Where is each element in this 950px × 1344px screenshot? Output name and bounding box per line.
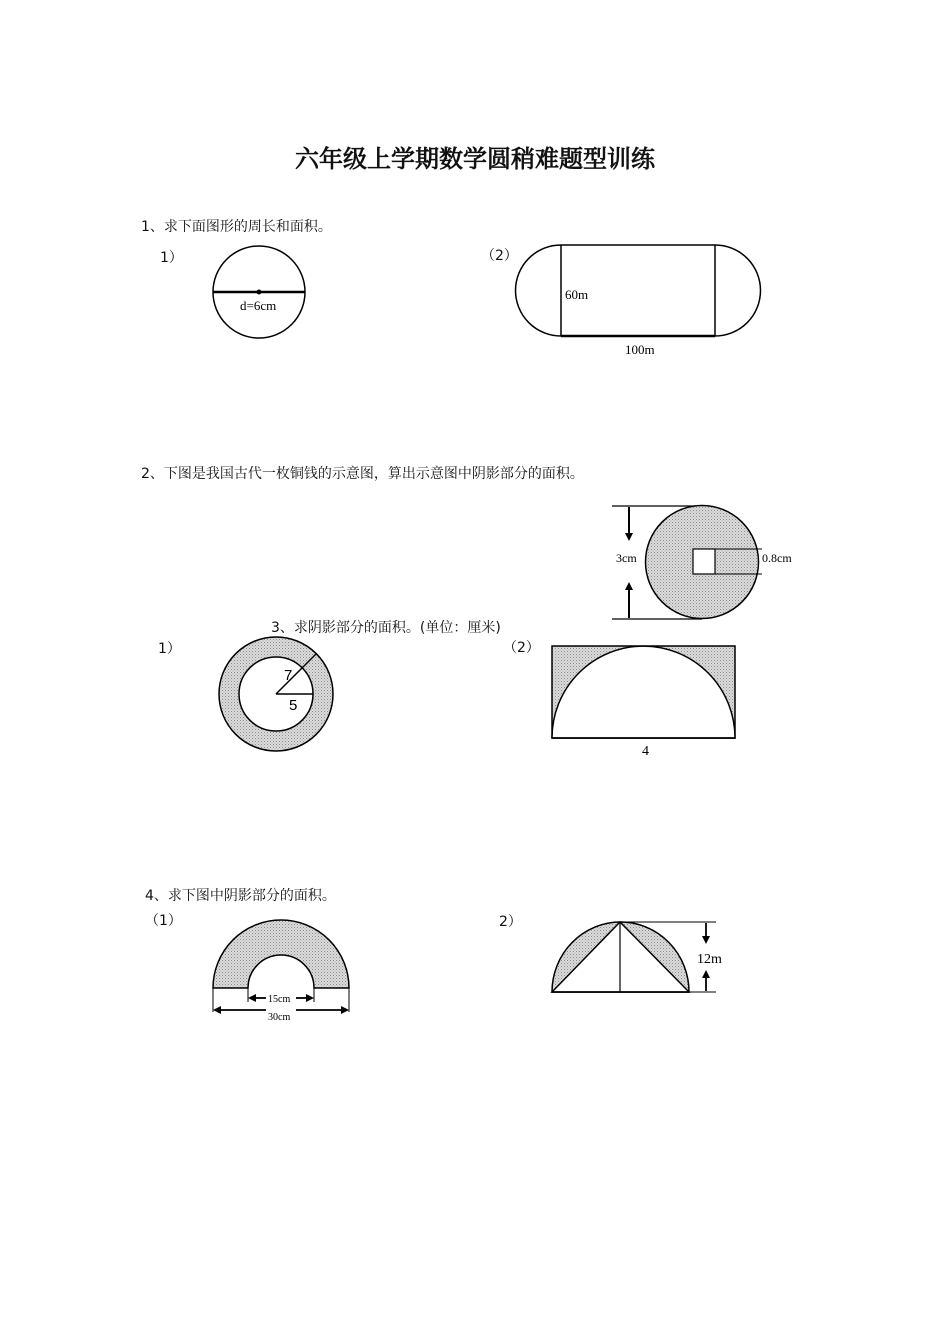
q3-inner-radius-label: 5: [289, 697, 298, 714]
q4-outer-label: 30cm: [268, 1012, 291, 1023]
q4-inner-label: 15cm: [268, 994, 291, 1005]
q4-semicircle-triangle-figure: [552, 922, 722, 992]
q3-part1-label: 1）: [158, 641, 181, 657]
q4-part2-label: 2）: [499, 914, 522, 930]
question-4-text: 4、求下图中阴影部分的面积。: [145, 888, 336, 904]
q1-track-figure: [516, 245, 761, 357]
q2-square-label: 0.8cm: [762, 551, 792, 565]
question-2-text: 2、下图是我国古代一枚铜钱的示意图，算出示意图中阴影部分的面积。: [141, 466, 584, 482]
q3-base-label: 4: [642, 744, 649, 759]
q4-half-ring-figure: [213, 920, 349, 1023]
q1-part1-label: 1）: [160, 250, 183, 266]
q2-coin-figure: [612, 506, 792, 620]
q3-outer-radius-label: 7: [284, 667, 293, 684]
q1-track-height-label: 60m: [565, 287, 589, 302]
q1-track-length-label: 100m: [625, 342, 655, 357]
question-3-text: 3、求阴影部分的面积。(单位：厘米): [271, 620, 501, 636]
q1-circle-label: d=6cm: [240, 298, 277, 313]
q3-semicircle-figure: [552, 646, 735, 759]
q1-circle-figure: [213, 246, 305, 338]
q3-part2-label: （2）: [503, 640, 540, 656]
q1-part2-label: （2）: [481, 248, 518, 264]
q4-height-label: 12m: [697, 952, 722, 967]
page-title: 六年级上学期数学圆稍难题型训练: [295, 145, 655, 173]
q2-diameter-label: 3cm: [616, 551, 637, 565]
q3-ring-figure: [219, 637, 333, 751]
question-1-text: 1、求下面图形的周长和面积。: [141, 219, 332, 235]
q4-part1-label: （1）: [145, 913, 182, 929]
